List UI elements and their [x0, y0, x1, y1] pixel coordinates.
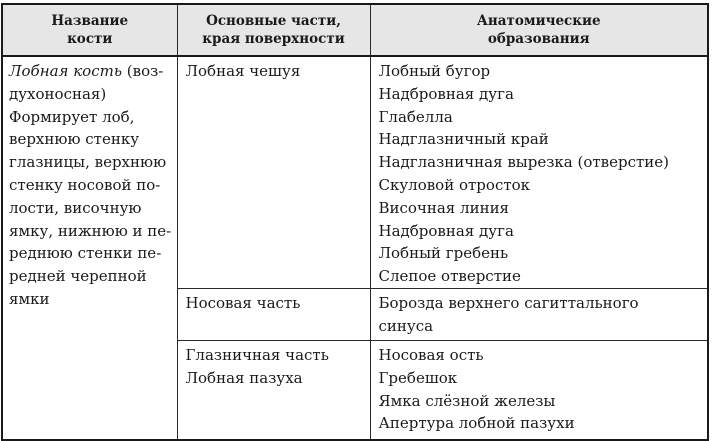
part-cell: Глазничная часть Лобная пазуха	[177, 340, 370, 440]
table-header-row	[2, 4, 708, 56]
part-cell: Носовая часть	[177, 288, 370, 340]
bone-cell: Лобная кость (воз- духоносная) Формирует лоб, верхнюю стенку глазницы, верхнюю стенку носовой по- лости, височную ямку, нижнюю и пе- реднюю стенки пе- редней черепной ямки	[2, 56, 177, 440]
bone-name-line: Лобная кость (воз-	[9, 62, 164, 80]
formations-cell: Лобный бугор Надбровная дуга Глабелла Надглазничный край Надглазничная вырезка (отверстие) Скуловой отросток Височная линия Надбровная дуга Лобный гребень Слепое отверстие	[370, 56, 708, 288]
formations-cell: Борозда верхнего сагиттального синуса	[370, 288, 708, 340]
table-row	[2, 56, 708, 288]
bone-name: Лобная кость	[9, 62, 123, 80]
part-cell: Лобная чешуя	[177, 56, 370, 288]
header-anatomical-formations: Анатомические образования	[370, 4, 708, 56]
anatomy-table	[1, 3, 709, 441]
header-bone-name: Название кости	[2, 4, 177, 56]
header-main-parts: Основные части, края поверхности	[177, 4, 370, 56]
formations-cell: Носовая ость Гребешок Ямка слёзной железы Апертура лобной пазухи	[370, 340, 708, 440]
